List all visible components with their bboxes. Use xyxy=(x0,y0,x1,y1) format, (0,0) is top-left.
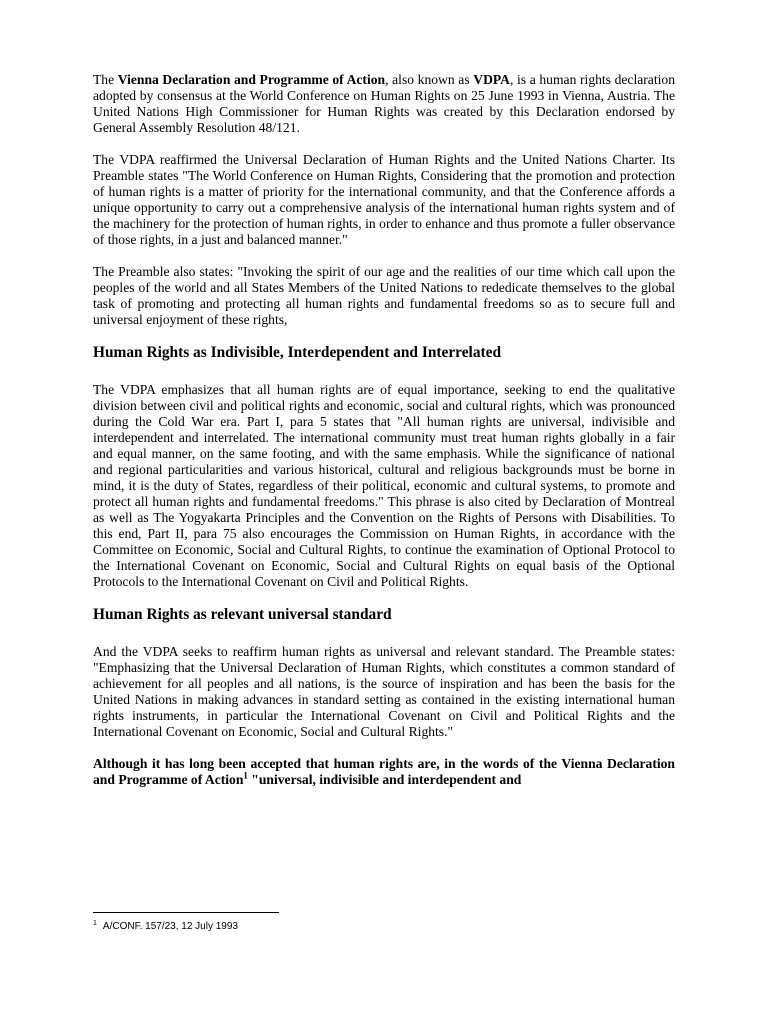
vdpa-acronym: VDPA xyxy=(473,72,510,87)
indivisible-paragraph: The VDPA emphasizes that all human rights are of equal importance, seeking to end the qualitative division between civil and political rights and economic, social and cultural rights, which was pronounced during the Cold War era. Part I, para 5 states that "All human rights are universal, indivisible and interdependent and interrelated. The international community must treat human rights globally in a fair and equal manner, on the same footing, and with the same emphasis. While the significance of national and regional particularities and various historical, cultural and religious backgrounds must be borne in mind, it is the duty of States, regardless of their political, economic and cultural systems, to promote and protect all human rights and fundamental freedoms." This phrase is also cited by Declaration of Montreal as well as The Yogyakarta Principles and the Convention on the Rights of Persons with Disabilities. To this end, Part II, para 75 also encourages the Commission on Human Rights, in accordance with the Committee on Economic, Social and Cultural Rights, to continue the examination of Optional Protocol to the International Covenant on Economic, Social and Cultural Rights on equal basis of the Optional Protocols to the International Covenant on Civil and Political Rights. xyxy=(93,382,675,589)
intro-text-3: , is a human rights declaration adopted by consensus at the World Conference on Human Rights on 25 June 1993 in Vienna, Austria. The United Nations High Commissioner for Human Rights was created by this Declaration endorsed by General Assembly Resolution 48/121. xyxy=(93,72,675,135)
section-heading-universal-standard: Human Rights as relevant universal standard xyxy=(93,606,392,623)
closing-text-1: Although it has long been accepted that human rights are, in the words of the Vienna Declaration and Programme of Action xyxy=(93,756,675,787)
footnote-reference[interactable]: 1 xyxy=(243,770,248,781)
intro-text-1: The xyxy=(93,72,118,87)
footnote xyxy=(93,920,238,933)
preamble-paragraph: The VDPA reaffirmed the Universal Declaration of Human Rights and the United Nations Charter. Its Preamble states "The World Conference on Human Rights, Considering that the promotion and protection of human rights is a matter of priority for the international community, and that the Conference affords a unique opportunity to carry out a comprehensive analysis of the international human rights system and of the machinery for the protection of human rights, in order to enhance and thus promote a fuller observance of those rights, in a just and balanced manner." xyxy=(93,152,675,247)
footnote-text: A/CONF. 157/23, 12 July 1993 xyxy=(102,921,238,932)
footnote-number: 1 xyxy=(93,919,97,927)
preamble-also-paragraph: The Preamble also states: "Invoking the spirit of our age and the realities of our time which call upon the peoples of the world and all States Members of the United Nations to rededicate themselves to the global task of promoting and protecting all human rights and fundamental freedoms so as to secure full and universal enjoyment of these rights, xyxy=(93,264,675,327)
intro-text-2: , also known as xyxy=(385,72,474,87)
document-body xyxy=(93,72,675,788)
closing-text-2: "universal, indivisible and interdependent and xyxy=(247,772,522,787)
vdpa-full-name: Vienna Declaration and Programme of Action xyxy=(117,72,386,87)
footnote-divider xyxy=(93,912,279,913)
universal-standard-paragraph: And the VDPA seeks to reaffirm human rights as universal and relevant standard. The Preamble states: "Emphasizing that the Universal Declaration of Human Rights, which constitutes a common standard of achievement for all peoples and all nations, is the source of inspiration and has been the basis for the United Nations in making advances in standard setting as contained in the existing international human rights instruments, in particular the International Covenant on Civil and Political Rights and the International Covenant on Economic, Social and Cultural Rights." xyxy=(93,644,675,739)
closing-bold-paragraph xyxy=(93,756,675,788)
intro-paragraph xyxy=(93,72,675,136)
section-heading-indivisible: Human Rights as Indivisible, Interdependent and Interrelated xyxy=(93,344,502,361)
